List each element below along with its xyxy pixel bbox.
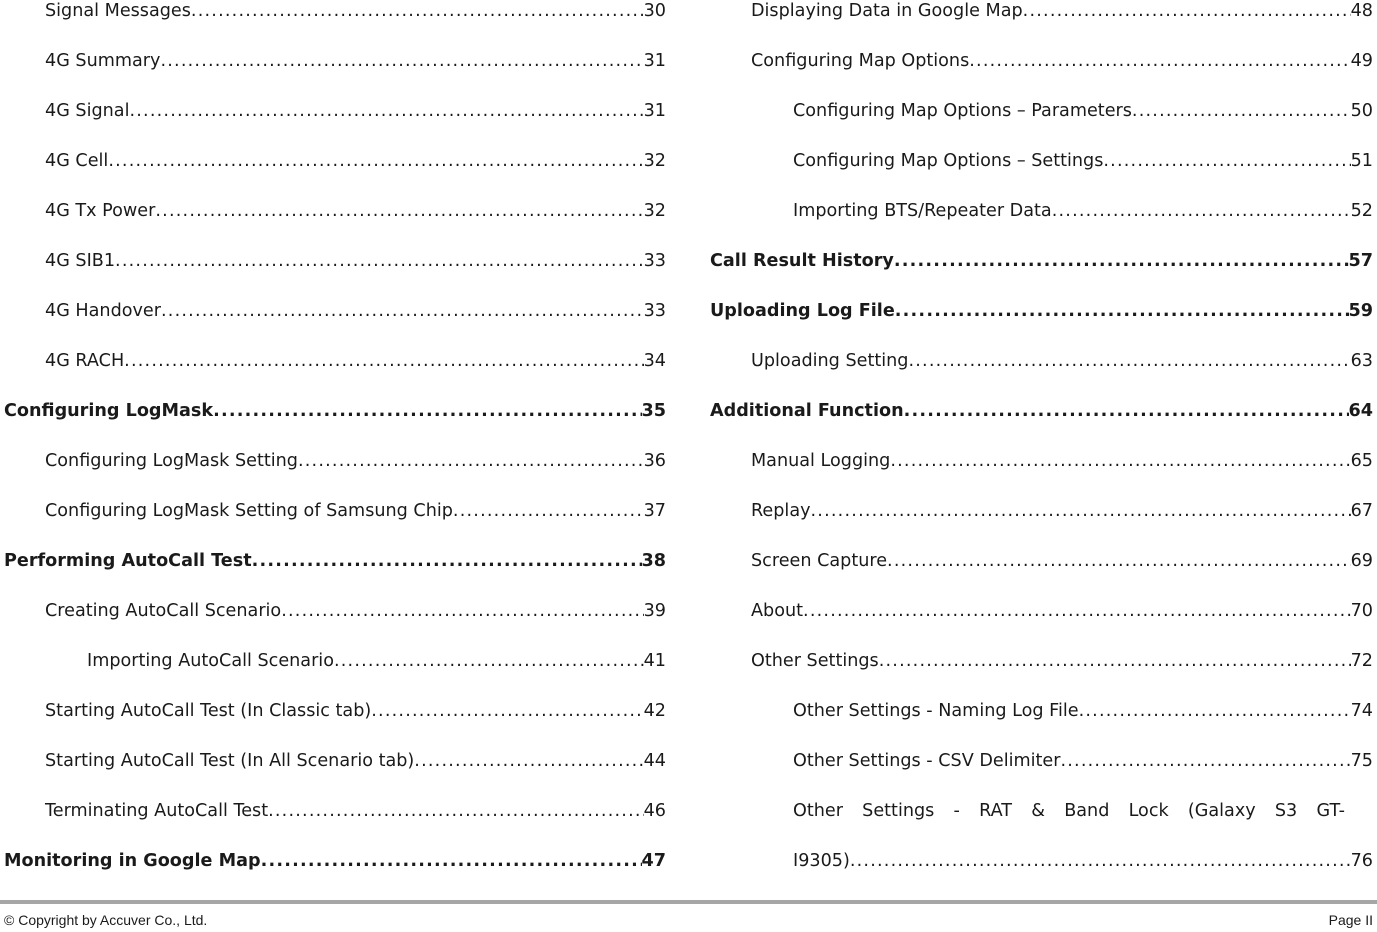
toc-dot-leader [124,350,643,372]
toc-entry-wrapped-first-line [793,800,1373,850]
toc-entry-title-word: S3 [1274,801,1298,821]
toc-entry-title: Displaying Data in Google Map [751,1,1023,21]
toc-entry-title: Additional Function [710,401,904,421]
toc-entry-page: 64 [1348,401,1373,421]
toc-entry-configuring-map-options[interactable] [710,50,1373,100]
toc-dot-leader [453,500,644,522]
toc-entry-displaying-data-in-google-map[interactable] [710,0,1373,50]
toc-dot-leader [191,0,644,22]
toc-entry-4g-cell[interactable] [4,150,666,200]
toc-entry-title-word: (Galaxy [1187,801,1256,821]
toc-dot-leader [155,200,643,222]
toc-entry-title: Signal Messages [45,1,191,21]
toc-entry-page: 51 [1350,151,1373,171]
toc-entry-page: 67 [1350,501,1373,521]
toc-entry-title-word: - [953,801,960,821]
toc-entry-title: Other Settings - Naming Log File [793,701,1079,721]
toc-entry-title: Terminating AutoCall Test [45,801,269,821]
toc-entry-other-settings-csv-delimiter[interactable] [710,750,1373,800]
toc-dot-leader [904,400,1349,422]
toc-entry-configuring-logmask-setting-of-samsung-chip[interactable] [4,500,666,550]
toc-dot-leader [261,850,642,872]
toc-dot-leader [1023,0,1351,22]
toc-dot-leader [890,450,1350,472]
toc-entry-title-word: RAT [979,801,1013,821]
toc-entry-title: Importing AutoCall Scenario [87,651,334,671]
toc-entry-page: 59 [1348,301,1373,321]
toc-entry-page: 34 [643,351,666,371]
toc-entry-page: 30 [643,1,666,21]
toc-entry-title: About [751,601,804,621]
toc-entry-title: Uploading Log File [710,301,895,321]
toc-dot-leader [213,400,641,422]
toc-entry-title: 4G RACH [45,351,125,371]
toc-entry-starting-autocall-test-in-all-scenario-tab[interactable] [4,750,666,800]
toc-entry-page: 31 [643,101,666,121]
toc-dot-leader [803,600,1351,622]
toc-entry-title-word: Lock [1128,801,1169,821]
toc-entry-manual-logging[interactable] [710,450,1373,500]
footer-copyright: © Copyright by Accuver Co., Ltd. [4,912,208,928]
toc-dot-leader [894,250,1349,272]
toc-entry-page: 48 [1350,1,1373,21]
toc-entry-4g-handover[interactable] [4,300,666,350]
toc-entry-page: 69 [1350,551,1373,571]
toc-entry-page: 32 [643,151,666,171]
toc-entry-page: 41 [643,651,666,671]
toc-entry-page: 33 [643,301,666,321]
toc-entry-importing-autocall-scenario[interactable] [4,650,666,700]
toc-entry-4g-tx-power[interactable] [4,200,666,250]
toc-dot-leader [1060,750,1350,772]
toc-dot-leader [908,350,1350,372]
toc-dot-leader [1103,150,1350,172]
toc-entry-title: I9305) [793,851,850,871]
toc-entry-signal-messages[interactable] [4,0,666,50]
toc-entry-title-word: Band [1064,801,1110,821]
toc-entry-title: Uploading Setting [751,351,909,371]
toc-entry-title: Creating AutoCall Scenario [45,601,282,621]
toc-entry-title: Performing AutoCall Test [4,551,252,571]
toc-dot-leader [160,50,643,72]
toc-entry-page: 37 [643,501,666,521]
toc-entry-title: Starting AutoCall Test (In All Scenario tab) [45,751,415,771]
toc-entry-page: 70 [1350,601,1373,621]
toc-dot-leader [1132,100,1351,122]
toc-entry-4g-summary[interactable] [4,50,666,100]
toc-entry-title: Importing BTS/Repeater Data [793,201,1052,221]
toc-entry-monitoring-in-google-map[interactable] [4,850,666,900]
toc-entry-starting-autocall-test-in-classic-tab[interactable] [4,700,666,750]
toc-entry-title: 4G Signal [45,101,130,121]
toc-entry-page: 57 [1348,251,1373,271]
toc-entry-title: Configuring LogMask Setting [45,451,298,471]
toc-entry-title-word: & [1031,801,1045,821]
toc-dot-leader [252,550,642,572]
toc-entry-page: 46 [643,801,666,821]
toc-entry-about[interactable] [710,600,1373,650]
toc-dot-leader [969,50,1350,72]
toc-entry-title-word: Settings [862,801,935,821]
toc-entry-other-settings-naming-log-file[interactable] [710,700,1373,750]
toc-dot-leader [161,300,644,322]
toc-entry-title: Other Settings - CSV Delimiter [793,751,1061,771]
toc-entry-page: 42 [643,701,666,721]
toc-entry-title: Replay [751,501,811,521]
toc-entry-title: Configuring Map Options – Parameters [793,101,1132,121]
toc-entry-configuring-logmask[interactable] [4,400,666,450]
toc-entry-title: 4G Cell [45,151,109,171]
toc-dot-leader [268,800,644,822]
toc-dot-leader [108,150,643,172]
toc-entry-page: 65 [1350,451,1373,471]
toc-entry-page: 47 [641,851,666,871]
toc-entry-title: 4G Handover [45,301,161,321]
toc-entry-page: 44 [643,751,666,771]
toc-right-column [710,0,1373,900]
toc-entry-4g-rach[interactable] [4,350,666,400]
toc-entry-page: 31 [643,51,666,71]
toc-entry-page: 39 [643,601,666,621]
toc-entry-page: 38 [641,551,666,571]
toc-entry-page: 63 [1350,351,1373,371]
toc-entry-page: 32 [643,201,666,221]
toc-entry-title: 4G Summary [45,51,161,71]
toc-entry-title: Configuring Map Options [751,51,970,71]
toc-entry-4g-signal[interactable] [4,100,666,150]
toc-entry-page: 35 [641,401,666,421]
toc-dot-leader [298,450,644,472]
toc-dot-leader [129,100,643,122]
toc-entry-replay[interactable] [710,500,1373,550]
toc-entry-title: 4G Tx Power [45,201,156,221]
toc-entry-other-settings[interactable] [710,650,1373,700]
toc-entry-page: 75 [1350,751,1373,771]
toc-entry-other-settings-rat-band-lock[interactable] [710,800,1373,900]
toc-entry-wrapped-second-line [793,850,1373,900]
toc-entry-terminating-autocall-test[interactable] [4,800,666,850]
toc-dot-leader [811,500,1351,522]
toc-entry-4g-sib1[interactable] [4,250,666,300]
toc-dot-leader [281,600,643,622]
toc-entry-importing-bts-repeater-data[interactable] [710,200,1373,250]
toc-dot-leader [1052,200,1351,222]
toc-dot-leader [887,550,1351,572]
toc-entry-title: Configuring Map Options – Settings [793,151,1104,171]
toc-entry-title-word: Other [793,801,843,821]
toc-entry-title: Configuring LogMask [4,401,214,421]
toc-entry-page: 33 [643,251,666,271]
toc-entry-call-result-history[interactable] [710,250,1373,300]
footer-page-number: Page II [1328,912,1373,928]
toc-dot-leader [414,750,643,772]
toc-entry-uploading-setting[interactable] [710,350,1373,400]
toc-entry-page: 76 [1350,851,1373,871]
toc-entry-configuring-map-options-parameters[interactable] [710,100,1373,150]
toc-entry-page: 72 [1350,651,1373,671]
toc-entry-page: 74 [1350,701,1373,721]
toc-entry-title: Manual Logging [751,451,891,471]
toc-entry-title: Configuring LogMask Setting of Samsung Chip [45,501,453,521]
toc-entry-screen-capture[interactable] [710,550,1373,600]
toc-entry-title: Monitoring in Google Map [4,851,261,871]
toc-entry-configuring-map-options-settings[interactable] [710,150,1373,200]
toc-entry-title: Call Result History [710,251,894,271]
toc-dot-leader [115,250,644,272]
toc-entry-title: 4G SIB1 [45,251,116,271]
toc-entry-title: Screen Capture [751,551,888,571]
toc-entry-uploading-log-file[interactable] [710,300,1373,350]
toc-dot-leader [334,650,644,672]
toc-entry-title-word: GT- [1316,801,1345,821]
toc-entry-title: Other Settings [751,651,879,671]
toc-entry-creating-autocall-scenario[interactable] [4,600,666,650]
toc-entry-page: 36 [643,451,666,471]
toc-entry-configuring-logmask-setting[interactable] [4,450,666,500]
toc-left-column [4,0,666,900]
toc-entry-page: 52 [1350,201,1373,221]
toc-entry-page: 50 [1350,101,1373,121]
toc-entry-page: 49 [1350,51,1373,71]
toc-dot-leader [895,300,1349,322]
toc-entry-additional-function[interactable] [710,400,1373,450]
toc-dot-leader [1079,700,1351,722]
toc-entry-title: Starting AutoCall Test (In Classic tab) [45,701,372,721]
toc-dot-leader [850,850,1351,872]
toc-dot-leader [371,700,643,722]
toc-dot-leader [879,650,1351,672]
toc-entry-performing-autocall-test[interactable] [4,550,666,600]
footer-divider [0,900,1377,904]
